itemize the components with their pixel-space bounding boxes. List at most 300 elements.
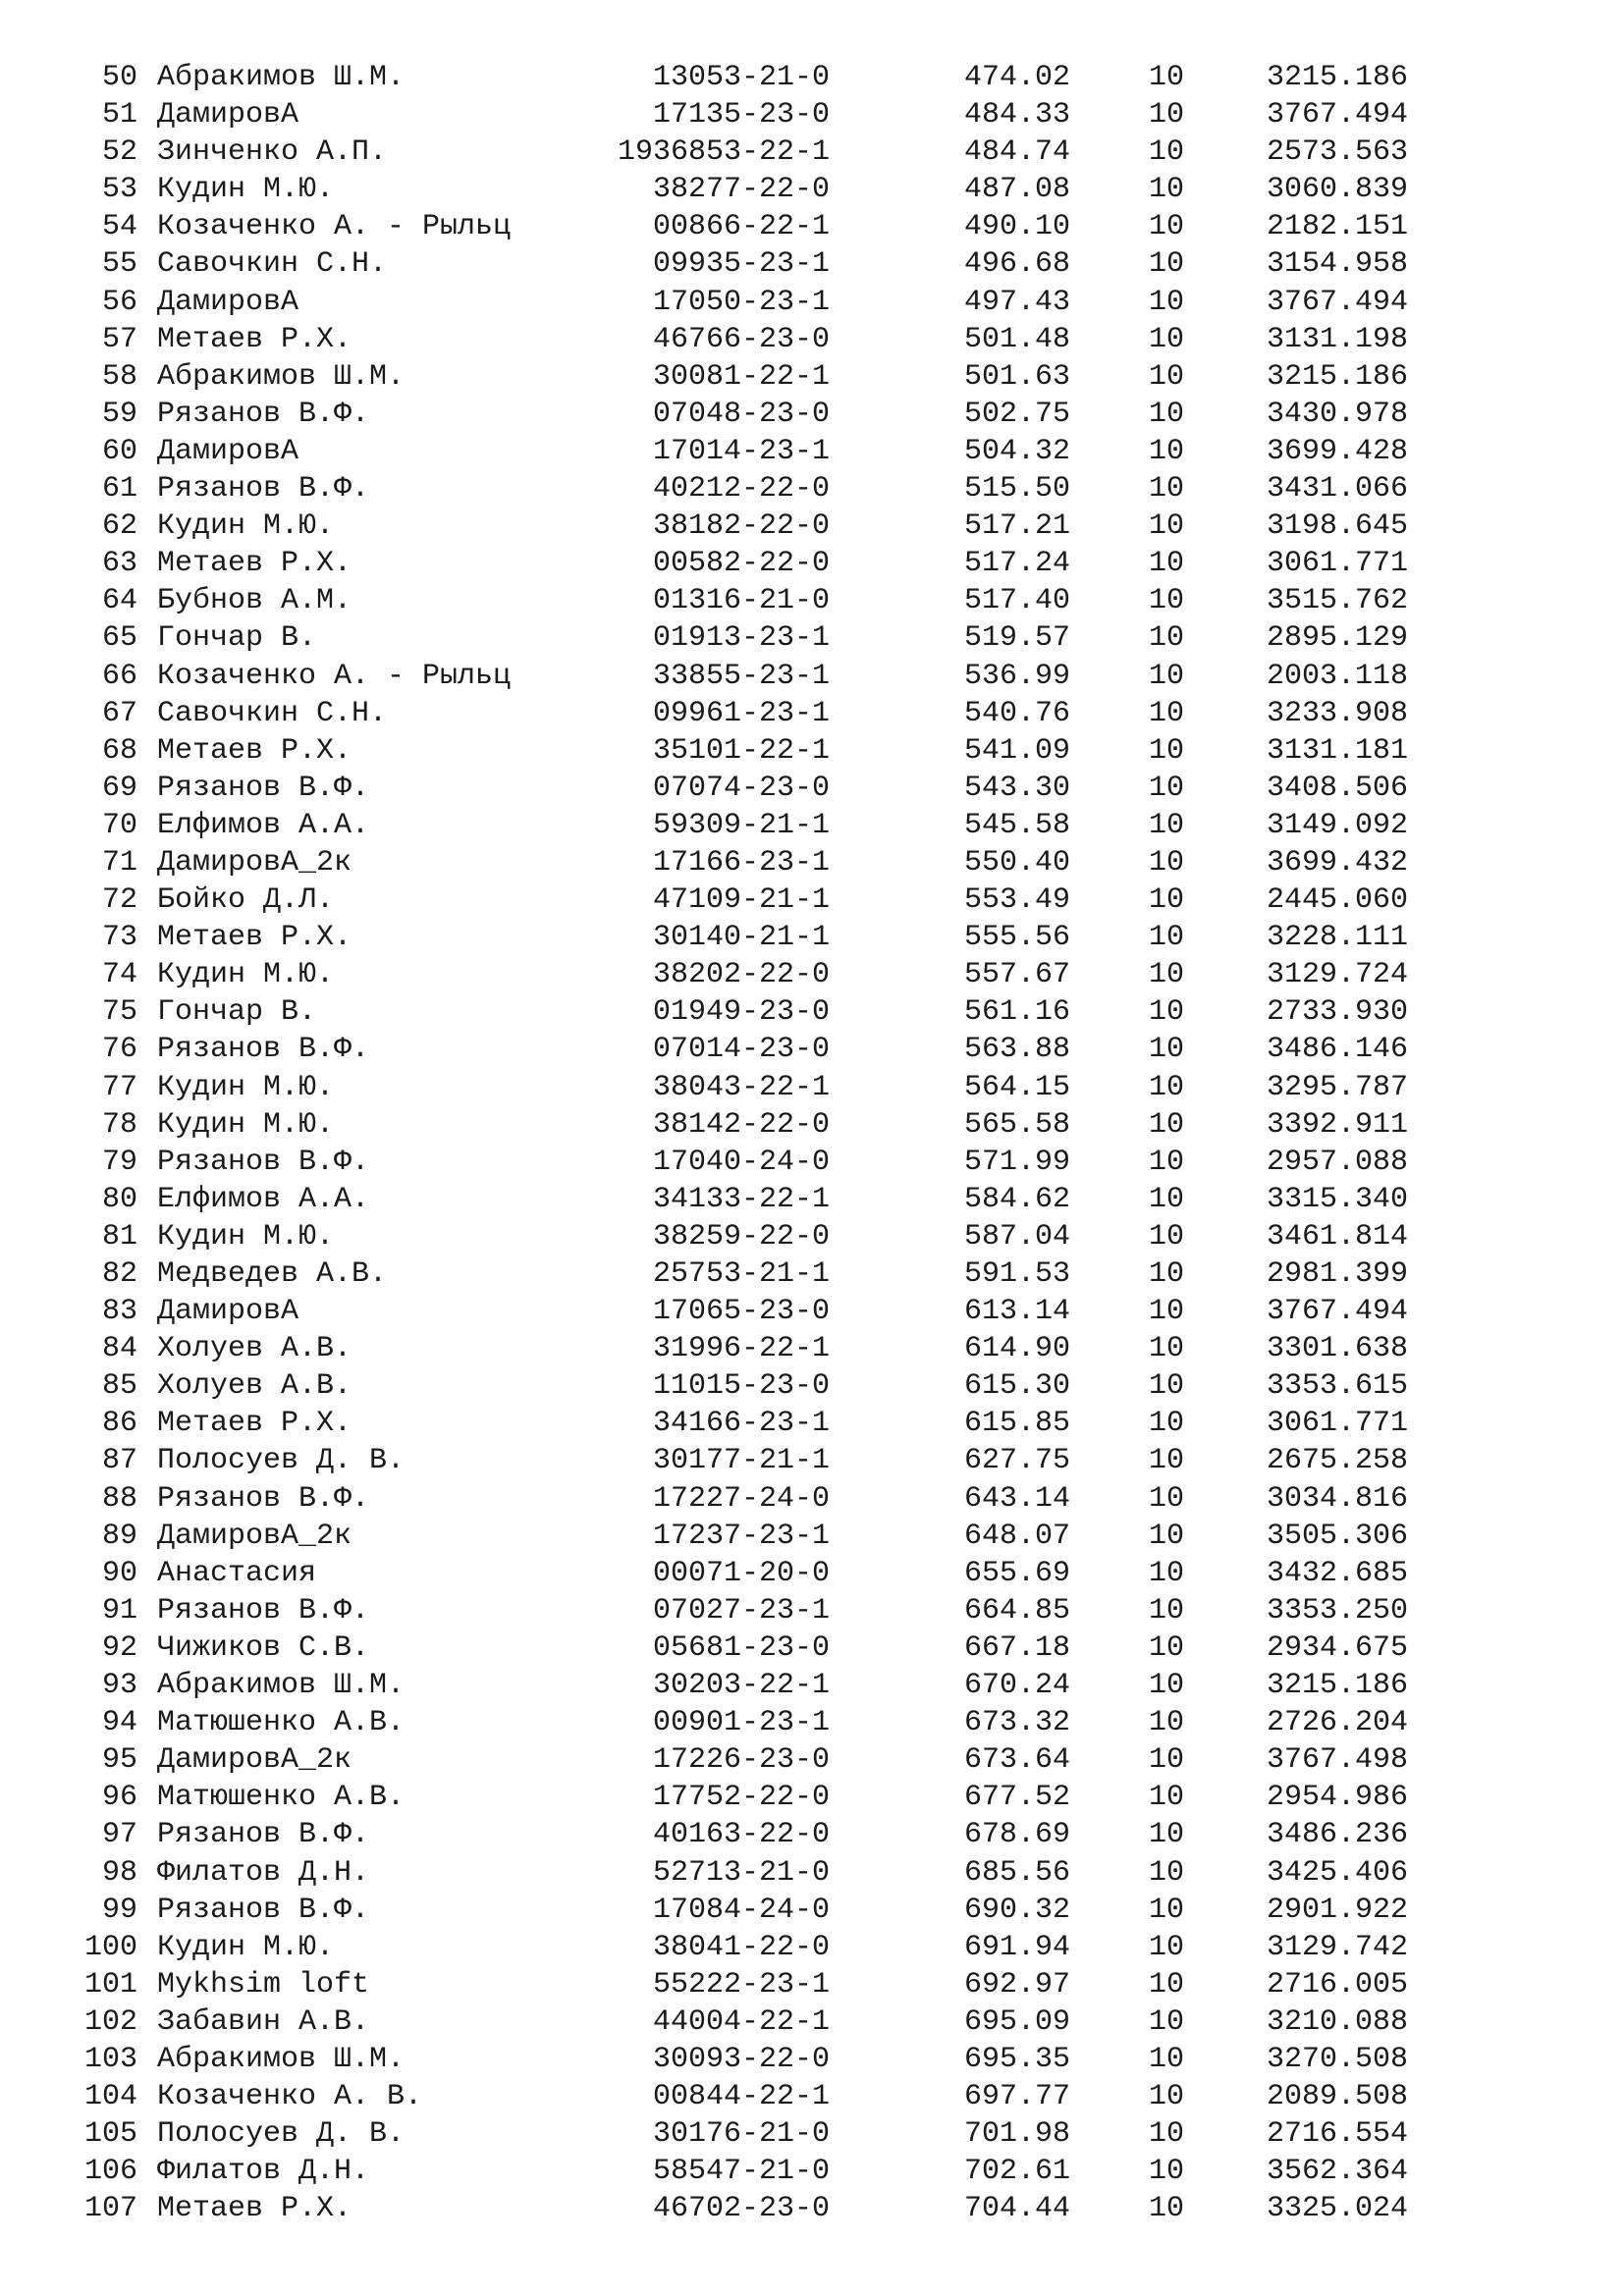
table-row xyxy=(0,1741,1624,1779)
score-value: 3215.186 xyxy=(1267,359,1409,394)
participant-name: Метаев Р.Х. xyxy=(157,547,352,581)
coefficient: 10 xyxy=(1149,1556,1185,1590)
participant-name: Савочкин С.Н. xyxy=(157,696,388,730)
row-number: 59 xyxy=(101,397,137,431)
record-code: 07074-23-0 xyxy=(652,771,830,805)
record-code: 01316-21-0 xyxy=(652,584,830,618)
result-value: 550.40 xyxy=(963,845,1070,880)
record-code: 30093-22-0 xyxy=(652,2042,830,2076)
result-value: 517.24 xyxy=(963,547,1070,581)
table-row xyxy=(0,208,1624,245)
score-value: 3432.685 xyxy=(1267,1556,1409,1590)
table-row xyxy=(0,1555,1624,1592)
participant-name: Елфимов А.А. xyxy=(157,808,370,842)
row-number: 81 xyxy=(101,1219,137,1254)
result-value: 670.24 xyxy=(963,1669,1070,1703)
score-value: 3408.506 xyxy=(1267,771,1409,805)
record-code: 38043-22-1 xyxy=(652,1070,830,1104)
result-value: 667.18 xyxy=(963,1630,1070,1665)
table-row xyxy=(0,1293,1624,1330)
participant-name: Кудин М.Ю. xyxy=(157,509,335,544)
result-value: 519.57 xyxy=(963,621,1070,656)
coefficient: 10 xyxy=(1149,1855,1185,1890)
table-row xyxy=(0,956,1624,993)
score-value: 3131.181 xyxy=(1267,733,1409,768)
record-code: 00582-22-0 xyxy=(652,547,830,581)
table-row xyxy=(0,470,1624,507)
score-value: 2726.204 xyxy=(1267,1706,1409,1740)
score-value: 3699.428 xyxy=(1267,434,1409,468)
participant-name: Гончар В. xyxy=(157,621,317,656)
row-number: 107 xyxy=(83,2192,137,2226)
result-value: 685.56 xyxy=(963,1855,1070,1890)
participant-name: Кудин М.Ю. xyxy=(157,173,335,207)
record-code: 30081-22-1 xyxy=(652,359,830,394)
coefficient: 10 xyxy=(1149,1781,1185,1815)
row-number: 60 xyxy=(101,434,137,468)
table-row xyxy=(0,1218,1624,1255)
row-number: 104 xyxy=(83,2080,137,2114)
participant-name: Рязанов В.Ф. xyxy=(157,1818,370,1852)
table-row xyxy=(0,2003,1624,2041)
record-code: 09935-23-1 xyxy=(652,247,830,282)
score-value: 3149.092 xyxy=(1267,808,1409,842)
score-value: 3154.958 xyxy=(1267,247,1409,282)
participant-name: Рязанов В.Ф. xyxy=(157,1593,370,1628)
participant-name: Кудин М.Ю. xyxy=(157,1930,335,1964)
record-code: 44004-22-1 xyxy=(652,2004,830,2039)
record-code: 47109-21-1 xyxy=(652,883,830,918)
participant-name: Полосуев Д. В. xyxy=(157,2117,406,2152)
coefficient: 10 xyxy=(1149,1519,1185,1553)
result-value: 697.77 xyxy=(963,2080,1070,2114)
row-number: 67 xyxy=(101,696,137,730)
record-code: 01913-23-1 xyxy=(652,621,830,656)
row-number: 100 xyxy=(83,1930,137,1964)
coefficient: 10 xyxy=(1149,845,1185,880)
coefficient: 10 xyxy=(1149,995,1185,1030)
row-number: 94 xyxy=(101,1706,137,1740)
participant-name: ДамировА xyxy=(157,1295,299,1329)
record-code: 05681-23-0 xyxy=(652,1630,830,1665)
table-row xyxy=(0,545,1624,582)
record-code: 38259-22-0 xyxy=(652,1219,830,1254)
coefficient: 10 xyxy=(1149,771,1185,805)
participant-name: ДамировА_2к xyxy=(157,845,352,880)
coefficient: 10 xyxy=(1149,2080,1185,2114)
result-value: 655.69 xyxy=(963,1556,1070,1590)
row-number: 74 xyxy=(101,958,137,992)
coefficient: 10 xyxy=(1149,1407,1185,1441)
result-value: 541.09 xyxy=(963,733,1070,768)
result-value: 564.15 xyxy=(963,1070,1070,1104)
participant-name: Абракимов Ш.М. xyxy=(157,1669,406,1703)
table-row xyxy=(0,1031,1624,1068)
participant-name: ДамировА xyxy=(157,285,299,319)
coefficient: 10 xyxy=(1149,621,1185,656)
result-value: 571.99 xyxy=(963,1145,1070,1179)
participant-name: ДамировА_2к xyxy=(157,1519,352,1553)
table-row xyxy=(0,993,1624,1031)
row-number: 102 xyxy=(83,2004,137,2039)
table-row xyxy=(0,2041,1624,2078)
row-number: 95 xyxy=(101,1743,137,1778)
record-code: 17226-23-0 xyxy=(652,1743,830,1778)
result-value: 584.62 xyxy=(963,1182,1070,1216)
record-code: 30177-21-1 xyxy=(652,1444,830,1478)
participant-name: Абракимов Ш.М. xyxy=(157,359,406,394)
row-number: 77 xyxy=(101,1070,137,1104)
record-code: 17166-23-1 xyxy=(652,845,830,880)
score-value: 2003.118 xyxy=(1267,659,1409,693)
score-value: 3353.615 xyxy=(1267,1369,1409,1404)
participant-name: Рязанов В.Ф. xyxy=(157,1145,370,1179)
result-value: 702.61 xyxy=(963,2155,1070,2189)
coefficient: 10 xyxy=(1149,1295,1185,1329)
record-code: 46702-23-0 xyxy=(652,2192,830,2226)
table-row xyxy=(0,1966,1624,2003)
participant-name: Забавин А.В. xyxy=(157,2004,370,2039)
participant-name: Матюшенко А.В. xyxy=(157,1706,406,1740)
row-number: 72 xyxy=(101,883,137,918)
result-value: 615.85 xyxy=(963,1407,1070,1441)
score-value: 3430.978 xyxy=(1267,397,1409,431)
coefficient: 10 xyxy=(1149,61,1185,94)
record-code: 34166-23-1 xyxy=(652,1407,830,1441)
table-row xyxy=(0,96,1624,133)
row-number: 64 xyxy=(101,584,137,618)
coefficient: 10 xyxy=(1149,359,1185,394)
record-code: 00901-23-1 xyxy=(652,1706,830,1740)
score-value: 3215.186 xyxy=(1267,61,1409,94)
score-value: 3301.638 xyxy=(1267,1332,1409,1366)
row-number: 58 xyxy=(101,359,137,394)
result-value: 484.74 xyxy=(963,135,1070,170)
coefficient: 10 xyxy=(1149,547,1185,581)
score-value: 3061.771 xyxy=(1267,547,1409,581)
participant-name: Абракимов Ш.М. xyxy=(157,61,406,94)
result-value: 692.97 xyxy=(963,1967,1070,2002)
coefficient: 10 xyxy=(1149,434,1185,468)
result-value: 673.64 xyxy=(963,1743,1070,1778)
table-row xyxy=(0,2153,1624,2190)
participant-name: Метаев Р.Х. xyxy=(157,2192,352,2226)
score-value: 3233.908 xyxy=(1267,696,1409,730)
participant-name: Бубнов А.М. xyxy=(157,584,352,618)
result-value: 587.04 xyxy=(963,1219,1070,1254)
participant-name: Медведев А.В. xyxy=(157,1257,388,1291)
record-code: 30176-21-0 xyxy=(652,2117,830,2152)
result-value: 536.99 xyxy=(963,659,1070,693)
participant-name: Савочкин С.Н. xyxy=(157,247,388,282)
participant-name: Анастасия xyxy=(157,1556,317,1590)
result-value: 673.32 xyxy=(963,1706,1070,1740)
score-value: 3131.198 xyxy=(1267,322,1409,356)
coefficient: 10 xyxy=(1149,1219,1185,1254)
record-code: 40163-22-0 xyxy=(652,1818,830,1852)
participant-name: ДамировА xyxy=(157,98,299,133)
coefficient: 10 xyxy=(1149,98,1185,133)
table-row xyxy=(0,1330,1624,1367)
participant-name: Матюшенко А.В. xyxy=(157,1781,406,1815)
record-code: 09961-23-1 xyxy=(652,696,830,730)
score-value: 3325.024 xyxy=(1267,2192,1409,2226)
record-code: 17752-22-0 xyxy=(652,1781,830,1815)
row-number: 103 xyxy=(83,2042,137,2076)
score-value: 3034.816 xyxy=(1267,1481,1409,1516)
record-code: 38277-22-0 xyxy=(652,173,830,207)
participant-name: Рязанов В.Ф. xyxy=(157,1033,370,1067)
score-value: 3505.306 xyxy=(1267,1519,1409,1553)
coefficient: 10 xyxy=(1149,210,1185,244)
coefficient: 10 xyxy=(1149,2004,1185,2039)
result-value: 504.32 xyxy=(963,434,1070,468)
score-value: 3315.340 xyxy=(1267,1182,1409,1216)
coefficient: 10 xyxy=(1149,696,1185,730)
participant-name: Метаев Р.Х. xyxy=(157,921,352,955)
record-code: 31996-22-1 xyxy=(652,1332,830,1366)
coefficient: 10 xyxy=(1149,958,1185,992)
table-row xyxy=(0,881,1624,919)
result-value: 690.32 xyxy=(963,1893,1070,1927)
result-value: 664.85 xyxy=(963,1593,1070,1628)
row-number: 62 xyxy=(101,509,137,544)
participant-name: Кудин М.Ю. xyxy=(157,958,335,992)
row-number: 69 xyxy=(101,771,137,805)
score-value: 3767.494 xyxy=(1267,1295,1409,1329)
result-value: 496.68 xyxy=(963,247,1070,282)
table-row xyxy=(0,245,1624,283)
record-code: 38142-22-0 xyxy=(652,1107,830,1142)
participant-name: Гончар В. xyxy=(157,995,317,1030)
participant-name: Холуев А.В. xyxy=(157,1332,352,1366)
table-row xyxy=(0,2078,1624,2115)
result-value: 515.50 xyxy=(963,472,1070,507)
record-code: 1936853-22-1 xyxy=(617,135,830,170)
coefficient: 10 xyxy=(1149,173,1185,207)
score-value: 3061.771 xyxy=(1267,1407,1409,1441)
score-value: 3767.494 xyxy=(1267,98,1409,133)
result-value: 517.40 xyxy=(963,584,1070,618)
table-row xyxy=(0,658,1624,695)
coefficient: 10 xyxy=(1149,1893,1185,1927)
score-value: 3215.186 xyxy=(1267,1669,1409,1703)
coefficient: 10 xyxy=(1149,2192,1185,2226)
record-code: 17237-23-1 xyxy=(652,1519,830,1553)
record-code: 07014-23-0 xyxy=(652,1033,830,1067)
table-row xyxy=(0,507,1624,545)
result-value: 545.58 xyxy=(963,808,1070,842)
coefficient: 10 xyxy=(1149,1145,1185,1179)
table-row xyxy=(0,1779,1624,1816)
result-value: 501.48 xyxy=(963,322,1070,356)
coefficient: 10 xyxy=(1149,733,1185,768)
row-number: 86 xyxy=(101,1407,137,1441)
coefficient: 10 xyxy=(1149,1444,1185,1478)
participant-name: Козаченко А. В. xyxy=(157,2080,423,2114)
row-number: 68 xyxy=(101,733,137,768)
result-value: 648.07 xyxy=(963,1519,1070,1553)
row-number: 50 xyxy=(101,61,137,94)
coefficient: 10 xyxy=(1149,1967,1185,2002)
participant-name: Рязанов В.Ф. xyxy=(157,472,370,507)
row-number: 61 xyxy=(101,472,137,507)
row-number: 90 xyxy=(101,1556,137,1590)
coefficient: 10 xyxy=(1149,1070,1185,1104)
participant-name: Метаев Р.Х. xyxy=(157,1407,352,1441)
result-value: 643.14 xyxy=(963,1481,1070,1516)
score-value: 3392.911 xyxy=(1267,1107,1409,1142)
coefficient: 10 xyxy=(1149,659,1185,693)
record-code: 13053-21-0 xyxy=(652,61,830,94)
result-value: 627.75 xyxy=(963,1444,1070,1478)
score-value: 2716.005 xyxy=(1267,1967,1409,2002)
score-value: 2981.399 xyxy=(1267,1257,1409,1291)
participant-name: Рязанов В.Ф. xyxy=(157,771,370,805)
record-code: 38202-22-0 xyxy=(652,958,830,992)
score-value: 2954.986 xyxy=(1267,1781,1409,1815)
score-value: 2445.060 xyxy=(1267,883,1409,918)
row-number: 89 xyxy=(101,1519,137,1553)
coefficient: 10 xyxy=(1149,1182,1185,1216)
table-row xyxy=(0,1592,1624,1629)
row-number: 84 xyxy=(101,1332,137,1366)
result-value: 691.94 xyxy=(963,1930,1070,1964)
participant-name: Филатов Д.Н. xyxy=(157,2155,370,2189)
score-value: 2733.930 xyxy=(1267,995,1409,1030)
table-row xyxy=(0,1069,1624,1106)
coefficient: 10 xyxy=(1149,2155,1185,2189)
record-code: 55222-23-1 xyxy=(652,1967,830,2002)
result-value: 615.30 xyxy=(963,1369,1070,1404)
coefficient: 10 xyxy=(1149,472,1185,507)
record-code: 30203-22-1 xyxy=(652,1669,830,1703)
score-value: 3486.236 xyxy=(1267,1818,1409,1852)
row-number: 92 xyxy=(101,1630,137,1665)
coefficient: 10 xyxy=(1149,1706,1185,1740)
row-number: 55 xyxy=(101,247,137,282)
result-value: 695.09 xyxy=(963,2004,1070,2039)
result-value: 540.76 xyxy=(963,696,1070,730)
result-value: 695.35 xyxy=(963,2042,1070,2076)
result-value: 561.16 xyxy=(963,995,1070,1030)
results-table xyxy=(0,59,1624,2227)
score-value: 3461.814 xyxy=(1267,1219,1409,1254)
table-row xyxy=(0,1704,1624,1741)
participant-name: Кудин М.Ю. xyxy=(157,1070,335,1104)
row-number: 97 xyxy=(101,1818,137,1852)
record-code: 38041-22-0 xyxy=(652,1930,830,1964)
coefficient: 10 xyxy=(1149,1669,1185,1703)
score-value: 3699.432 xyxy=(1267,845,1409,880)
record-code: 33855-23-1 xyxy=(652,659,830,693)
score-value: 3767.494 xyxy=(1267,285,1409,319)
table-row xyxy=(0,433,1624,470)
result-value: 677.52 xyxy=(963,1781,1070,1815)
row-number: 80 xyxy=(101,1182,137,1216)
score-value: 2901.922 xyxy=(1267,1893,1409,1927)
coefficient: 10 xyxy=(1149,1107,1185,1142)
record-code: 00866-22-1 xyxy=(652,210,830,244)
result-value: 517.21 xyxy=(963,509,1070,544)
result-value: 563.88 xyxy=(963,1033,1070,1067)
table-row xyxy=(0,133,1624,171)
participant-name: Зинченко А.П. xyxy=(157,135,388,170)
coefficient: 10 xyxy=(1149,135,1185,170)
result-value: 704.44 xyxy=(963,2192,1070,2226)
table-row xyxy=(0,1816,1624,1853)
coefficient: 10 xyxy=(1149,1033,1185,1067)
row-number: 79 xyxy=(101,1145,137,1179)
result-value: 678.69 xyxy=(963,1818,1070,1852)
result-value: 502.75 xyxy=(963,397,1070,431)
result-value: 484.33 xyxy=(963,98,1070,133)
result-value: 701.98 xyxy=(963,2117,1070,2152)
row-number: 87 xyxy=(101,1444,137,1478)
record-code: 52713-21-0 xyxy=(652,1855,830,1890)
record-code: 25753-21-1 xyxy=(652,1257,830,1291)
coefficient: 10 xyxy=(1149,808,1185,842)
participant-name: Кудин М.Ю. xyxy=(157,1107,335,1142)
result-value: 487.08 xyxy=(963,173,1070,207)
record-code: 40212-22-0 xyxy=(652,472,830,507)
row-number: 71 xyxy=(101,845,137,880)
record-code: 58547-21-0 xyxy=(652,2155,830,2189)
score-value: 3353.250 xyxy=(1267,1593,1409,1628)
score-value: 2573.563 xyxy=(1267,135,1409,170)
row-number: 105 xyxy=(83,2117,137,2152)
record-code: 17014-23-1 xyxy=(652,434,830,468)
score-value: 3129.724 xyxy=(1267,958,1409,992)
result-value: 557.67 xyxy=(963,958,1070,992)
row-number: 53 xyxy=(101,173,137,207)
participant-name: Кудин М.Ю. xyxy=(157,1219,335,1254)
table-row xyxy=(0,1106,1624,1144)
record-code: 11015-23-0 xyxy=(652,1369,830,1404)
record-code: 38182-22-0 xyxy=(652,509,830,544)
record-code: 17065-23-0 xyxy=(652,1295,830,1329)
coefficient: 10 xyxy=(1149,1743,1185,1778)
score-value: 2089.508 xyxy=(1267,2080,1409,2114)
participant-name: Чижиков С.В. xyxy=(157,1630,370,1665)
coefficient: 10 xyxy=(1149,1930,1185,1964)
row-number: 63 xyxy=(101,547,137,581)
score-value: 2716.554 xyxy=(1267,2117,1409,2152)
participant-name: ДамировА xyxy=(157,434,299,468)
row-number: 106 xyxy=(83,2155,137,2189)
record-code: 17227-24-0 xyxy=(652,1481,830,1516)
row-number: 82 xyxy=(101,1257,137,1291)
row-number: 99 xyxy=(101,1893,137,1927)
result-value: 555.56 xyxy=(963,921,1070,955)
table-row xyxy=(0,1255,1624,1293)
participant-name: Рязанов В.Ф. xyxy=(157,1481,370,1516)
table-row xyxy=(0,1667,1624,1704)
row-number: 66 xyxy=(101,659,137,693)
score-value: 2957.088 xyxy=(1267,1145,1409,1179)
row-number: 101 xyxy=(83,1967,137,2002)
result-value: 474.02 xyxy=(963,61,1070,94)
score-value: 3425.406 xyxy=(1267,1855,1409,1890)
record-code: 17084-24-0 xyxy=(652,1893,830,1927)
table-row xyxy=(0,171,1624,208)
record-code: 59309-21-1 xyxy=(652,808,830,842)
coefficient: 10 xyxy=(1149,921,1185,955)
table-row xyxy=(0,1405,1624,1442)
participant-name: ДамировА_2к xyxy=(157,1743,352,1778)
score-value: 3198.645 xyxy=(1267,509,1409,544)
participant-name: Рязанов В.Ф. xyxy=(157,1893,370,1927)
